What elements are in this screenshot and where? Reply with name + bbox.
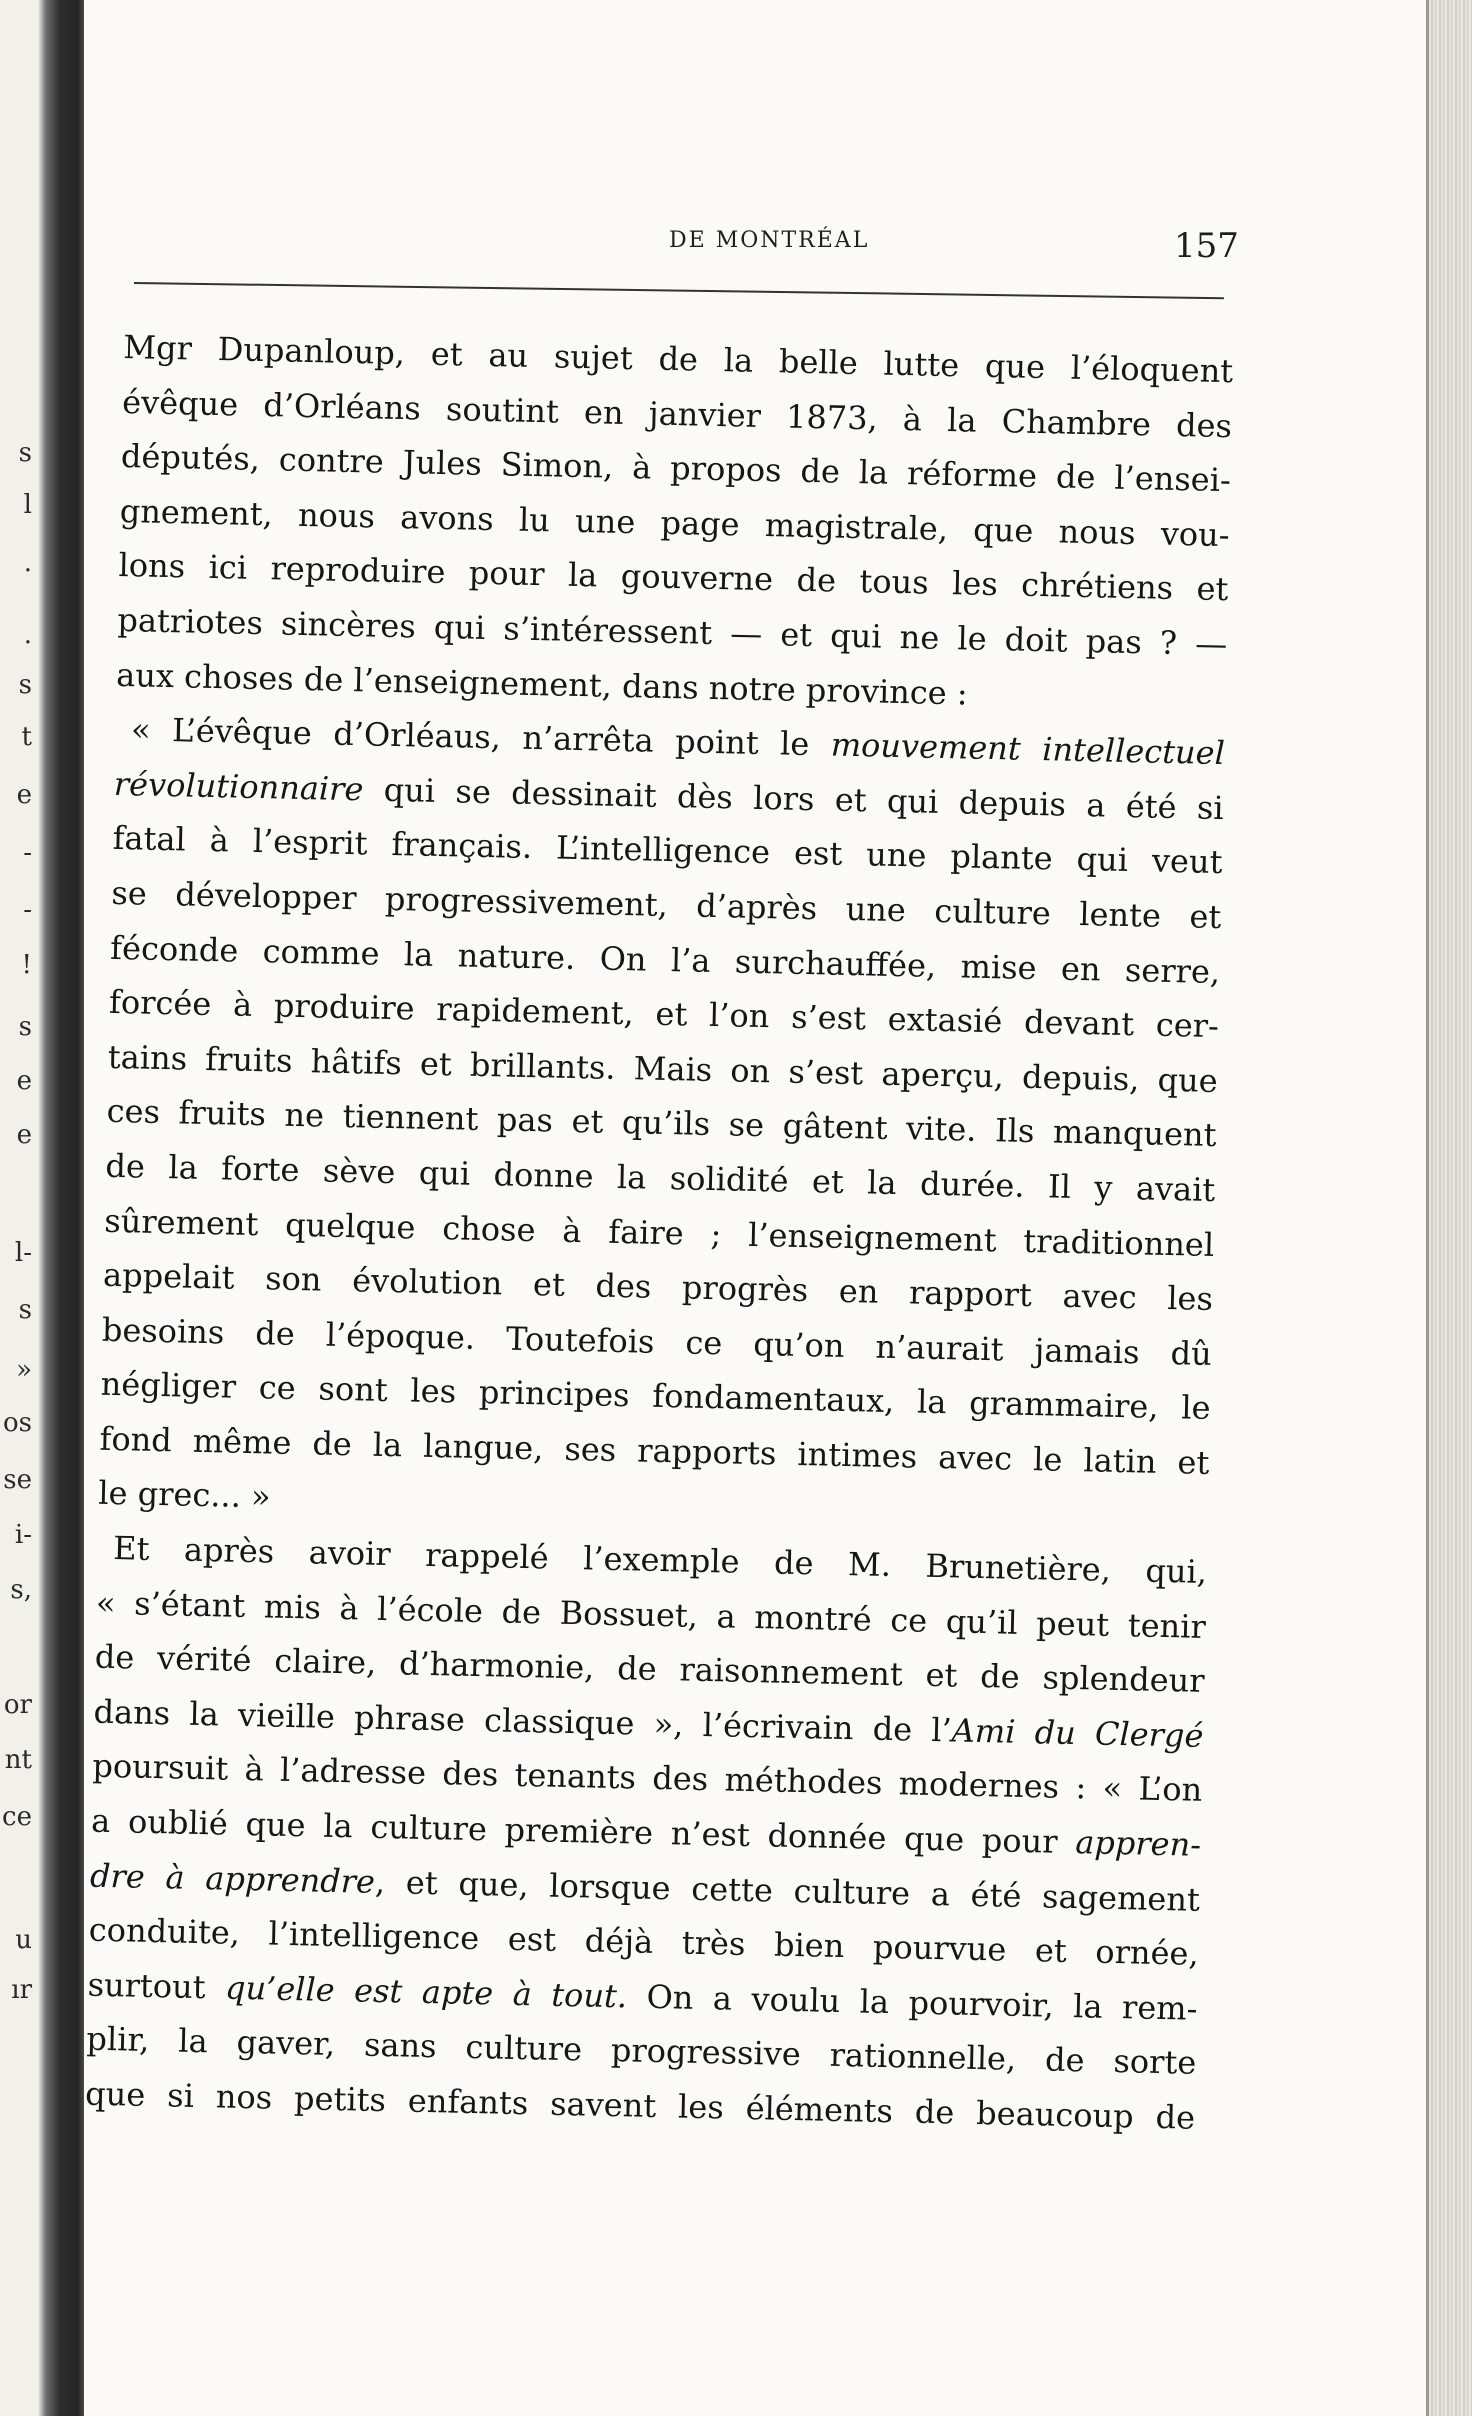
text-run: , et que, lorsque cette culture a été sagement [374, 1862, 1201, 1919]
italic-run: Ami du Clergé [951, 1711, 1204, 1755]
quote-line: tains fruits hâtifs et brillants. Mais on s’est aperçu, depuis, que [107, 1037, 1219, 1100]
quote-line: sûrement quelque chose à faire ; l’enseignement traditionnel [103, 1201, 1215, 1264]
header-rule [134, 282, 1224, 299]
facing-page-text: e [16, 780, 32, 810]
text-line: gnement, nous avons lu une page magistrale, que nous vou- [119, 491, 1230, 554]
text-line: conduite, l’intelligence est déjà très bien pourvue et ornée, [88, 1910, 1200, 1974]
text-line: évêque d’Orléans soutint en janvier 1873, à la Chambre des [121, 382, 1233, 445]
facing-page-text: nt [4, 1745, 32, 1775]
body-text [85, 320, 1234, 2145]
facing-page-text: i- [14, 1520, 32, 1550]
facing-page-text: . [23, 620, 32, 650]
italic-run: révolutionnaire [113, 764, 364, 809]
italic-run: appren- [1074, 1823, 1202, 1864]
text-line: patriotes sincères qui s’intéressent — et qui ne le doit pas ? — [117, 600, 1228, 664]
page-edges [1426, 0, 1472, 2416]
text-line: Mgr Dupanloup, et au sujet de la belle lutte que l’éloquent [122, 327, 1234, 391]
quote-line: fond même de la langue, ses rapports intimes avec le latin et [99, 1419, 1210, 1482]
facing-page-fragment [0, 0, 36, 2416]
text-line: plir, la gaver, sans culture progressive rationnelle, de sorte [86, 2020, 1197, 2083]
italic-run: qu’elle est apte à tout. [224, 1968, 628, 2016]
text-run: a oublié que la culture première n’est donnée que pour [90, 1801, 1076, 1862]
italic-run: mouvement intellectuel [830, 725, 1226, 773]
quote-line: forcée à produire rapidement, et l’on s’est extasié devant cer- [108, 982, 1220, 1046]
text-run: qui se dessinait dès lors et qui depuis a été si [362, 770, 1225, 827]
facing-page-text: u [15, 1925, 32, 1955]
text-run: « L’évêque d’Orléaus, n’arrêta point le [130, 710, 832, 764]
italic-run: dre à apprendre [89, 1856, 376, 1901]
quote-line: se développer progressivement, d’après une culture lente et [111, 873, 1222, 937]
quote-line: fatal à l’esprit français. L’intelligence est une plante qui veut [112, 819, 1223, 882]
text-line: aux choses de l’enseignement, dans notre province : [115, 655, 969, 713]
text-line: que si nos petits enfants savent les éléments de beaucoup de [84, 2074, 1196, 2137]
facing-page-text: . [23, 548, 32, 578]
facing-page-text: s [18, 1012, 32, 1042]
text-line: députés, contre Jules Simon, à propos de la réforme de l’ensei- [120, 437, 1232, 500]
facing-page-text: s, [10, 1575, 32, 1605]
text-line: de vérité claire, d’harmonie, de raisonnement et de splendeur [94, 1637, 1205, 1701]
facing-page-text: e [16, 1066, 32, 1096]
text-run: On a voulu la pourvoir, la rem- [626, 1977, 1198, 2028]
quote-line: appelait son évolution et des progrès en rapport avec les [102, 1255, 1214, 1319]
text-line: lons ici reproduire pour la gouverne de tous les chrétiens et [118, 546, 1229, 609]
facing-page-text: » [16, 1355, 32, 1385]
text-run: dans la vieille phrase classique », l’écrivain de l’ [93, 1692, 953, 1750]
quote-line: le grec... » [97, 1474, 272, 1516]
facing-page-text: or [3, 1690, 32, 1720]
text-line: poursuit à l’adresse des tenants des méthodes modernes : « L’on [92, 1747, 1203, 1810]
quote-line: féconde comme la nature. On l’a surchauffée, mise en serre, [109, 928, 1221, 991]
facing-page-text: se [3, 1465, 32, 1495]
running-head: DE MONTRÉAL [669, 228, 870, 253]
facing-page-text: l- [14, 1238, 32, 1268]
facing-page-text: os [3, 1408, 32, 1438]
book-page [84, 0, 1426, 2416]
facing-page-text: ! [21, 950, 32, 980]
quote-line: ces fruits ne tiennent pas et qu’ils se gâtent vite. Ils manquent [106, 1092, 1217, 1155]
text-line: « s’étant mis à l’école de Bossuet, a montré ce qu’il peut tenir [95, 1583, 1207, 1646]
facing-page-text: - [23, 895, 32, 925]
quote-line: de la forte sève qui donne la solidité et la durée. Il y avait [105, 1146, 1216, 1209]
facing-page-text: s [18, 438, 32, 468]
page-number: 157 [1174, 226, 1239, 266]
quote-line: négliger ce sont les principes fondamentaux, la grammaire, le [100, 1365, 1211, 1428]
text-line: Et après avoir rappelé l’exemple de M. Brunetière, qui, [112, 1529, 1208, 1591]
quote-line: besoins de l’époque. Toutefois ce qu’on n’aurait jamais dû [101, 1310, 1213, 1373]
facing-page-text: t [21, 722, 32, 752]
facing-page-text: e [16, 1120, 32, 1150]
text-run: surtout [87, 1965, 226, 2007]
facing-page-text: s [18, 1295, 32, 1325]
facing-page-text: ır [11, 1975, 32, 2005]
facing-page-text: - [23, 838, 32, 868]
facing-page-text: ce [2, 1802, 32, 1832]
facing-page-text: l [23, 490, 32, 520]
facing-page-text: s [18, 670, 32, 700]
